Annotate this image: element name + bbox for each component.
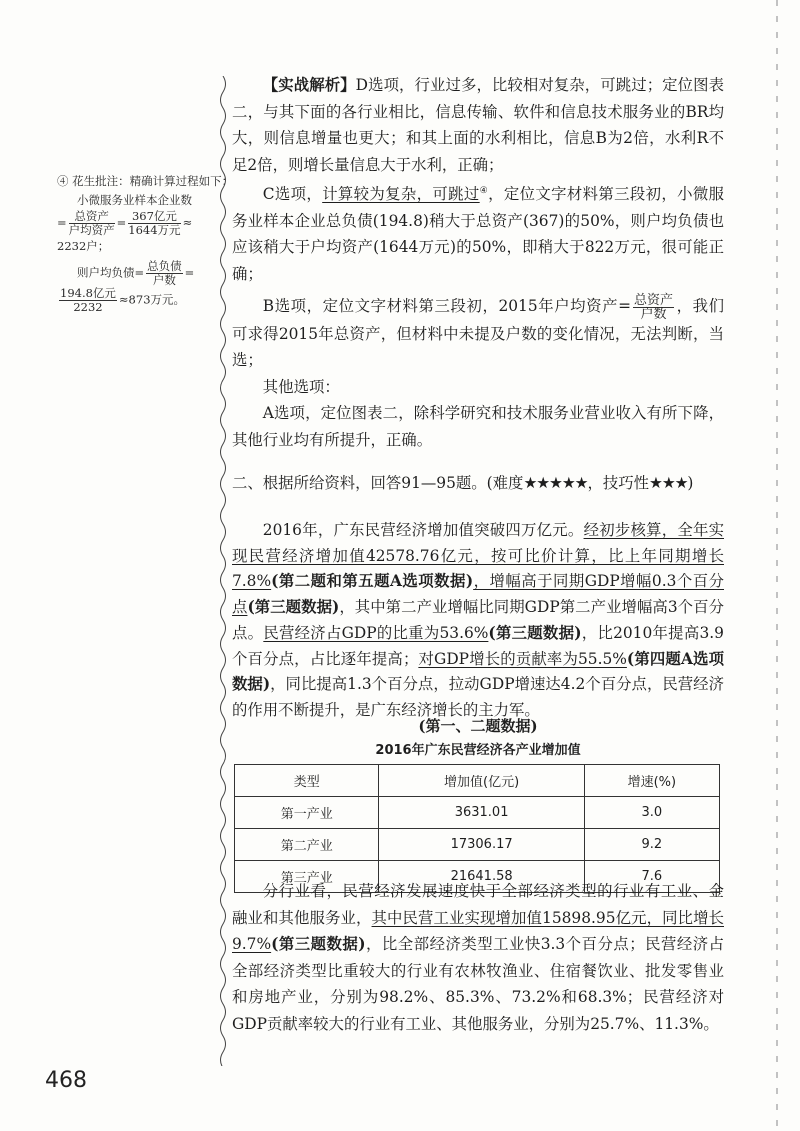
margin-note-equation2: 则户均负债= $\frac{\text{总负债}}{\text{户数}}$ = (77, 259, 195, 287)
page-number: 468 (45, 1068, 87, 1093)
binding-edge-line (776, 0, 778, 1131)
table-header: 增加值(亿元) (379, 765, 584, 797)
material-paragraph-2: 分行业看，民营经济发展速度快于全部经济类型的行业有工业、金融业和其他服务业，其中民营工业实现增加值15898.95亿元，同比增长9.7%(第三题数据)，比全部经济类型工业快3.3个百分点；民营经济占全部经济类型比重较大的行业有农林牧渔业、住宿餐饮业、批发零售业和房地产业，分别为98.2%、85.3%、73.2%和68.3%；民营经济对GDP贡献率较大的行业有工业、其他服务业，分别为25.7%、11.3%。 (232, 882, 724, 1033)
table-cell: 第三产业 (235, 861, 379, 893)
margin-note-label: ④ 花生批注： (57, 174, 130, 188)
fraction: $\frac{\text{总资产}}{\text{户数}}$ (634, 292, 674, 322)
margin-note-equation3: $\frac{\text{194.8亿元}}{2232}$ ≈873万元。 (60, 286, 186, 314)
table-cell: 17306.17 (379, 829, 584, 861)
section-heading: 二、根据所给资料，回答91—95题。(难度★★★★★，技巧性★★★) (232, 474, 694, 492)
analysis-block (232, 72, 724, 453)
fraction: $\frac{\text{总资产}}{\text{户均资产}}$ (68, 209, 115, 237)
wavy-border-line (216, 76, 230, 1066)
analysis-tag: 【实战解析】 (262, 76, 356, 94)
table-cell: 7.6 (584, 861, 719, 893)
table-row (235, 829, 720, 861)
skill-stars: ★★★ (649, 474, 688, 492)
table-cell: 第一产业 (235, 797, 379, 829)
table-cell: 第二产业 (235, 829, 379, 861)
table-row (235, 797, 720, 829)
table-cell: 3631.01 (379, 797, 584, 829)
analysis-paragraph-b: B选项，定位文字材料第三段初，2015年户均资产= $\frac{\text{总资产}}{\text{户数}}$ ，我们可求得2015年总资产，但材料中未提及户数的变化情况，无法判断，当选； (232, 292, 724, 370)
analysis-paragraph-a: A选项，定位图表二，除科学研究和技术服务业营业收入有所下降，其他行业均有所提升，正确。 (232, 404, 724, 449)
data-table (234, 764, 720, 893)
margin-note-line1: 小微服务业样本企业数 (77, 193, 192, 207)
table-caption: (第一、二题数据) (418, 717, 538, 735)
margin-note-header (57, 172, 234, 191)
table-cell: 9.2 (584, 829, 719, 861)
table-title: 2016年广东民营经济各产业增加值 (375, 743, 581, 758)
table-cell: 21641.58 (379, 861, 584, 893)
difficulty-stars: ★★★★★ (523, 474, 588, 492)
fraction: $\frac{\text{总负债}}{\text{户数}}$ (147, 259, 182, 287)
fraction: $\frac{\text{367亿元}}{\text{1644万元}}$ (128, 209, 181, 237)
fraction: $\frac{\text{194.8亿元}}{2232}$ (60, 286, 116, 314)
analysis-paragraph-c: C选项，计算较为复杂，可跳过④，定位文字材料第三段初，小微服务业样本企业总负债(194.8)稍大于总资产(367)的50%，则户均负债也应该稍大于户均资产(1644万元)的50%，即稍大于822万元，很可能正确； (232, 185, 724, 283)
table-header-row (235, 765, 720, 797)
material-paragraph-1: 2016年，广东民营经济增加值突破四万亿元。经初步核算，全年实现民营经济增加值42578.76亿元，按可比价计算，比上年同期增长7.8%(第二题和第五题A选项数据)，增幅高于同期GDP增幅0.3个百分点(第三题数据)，其中第二产业增幅比同期GDP第二产业增幅高3个百分点。民营经济占GDP的比重为53.6%(第三题数据)，比2010年提高3.9个百分点，占比逐年提高；对GDP增长的贡献率为55.5%(第四题A选项数据)，同比提高1.3个百分点，拉动GDP增速达4.2个百分点，民营经济的作用不断提升，是广东经济增长的主力军。 (232, 521, 724, 719)
analysis-other-options: 其他选项： (262, 377, 340, 396)
table-header: 增速(%) (584, 765, 719, 797)
table-cell: 3.0 (584, 797, 719, 829)
margin-note-equation1: = $\frac{\text{总资产}}{\text{户均资产}}$ = $\frac{\text{367亿元}}{\text{1644万元}}$ ≈ (57, 209, 193, 237)
table-header: 类型 (235, 765, 379, 797)
analysis-paragraph-d: 【实战解析】D选项，行业过多，比较相对复杂，可跳过；定位图表二，与其下面的各行业相比，信息传输、软件和信息技术服务业的BR均大，则信息增量也更大；和其上面的水利相比，信息B为2倍，水利R不足2倍，则增长量信息大于水利，正确； (232, 76, 724, 174)
margin-note (57, 172, 234, 314)
margin-note-result1: 2232户； (57, 239, 110, 253)
margin-note-intro: 精确计算过程如下： (129, 174, 234, 188)
